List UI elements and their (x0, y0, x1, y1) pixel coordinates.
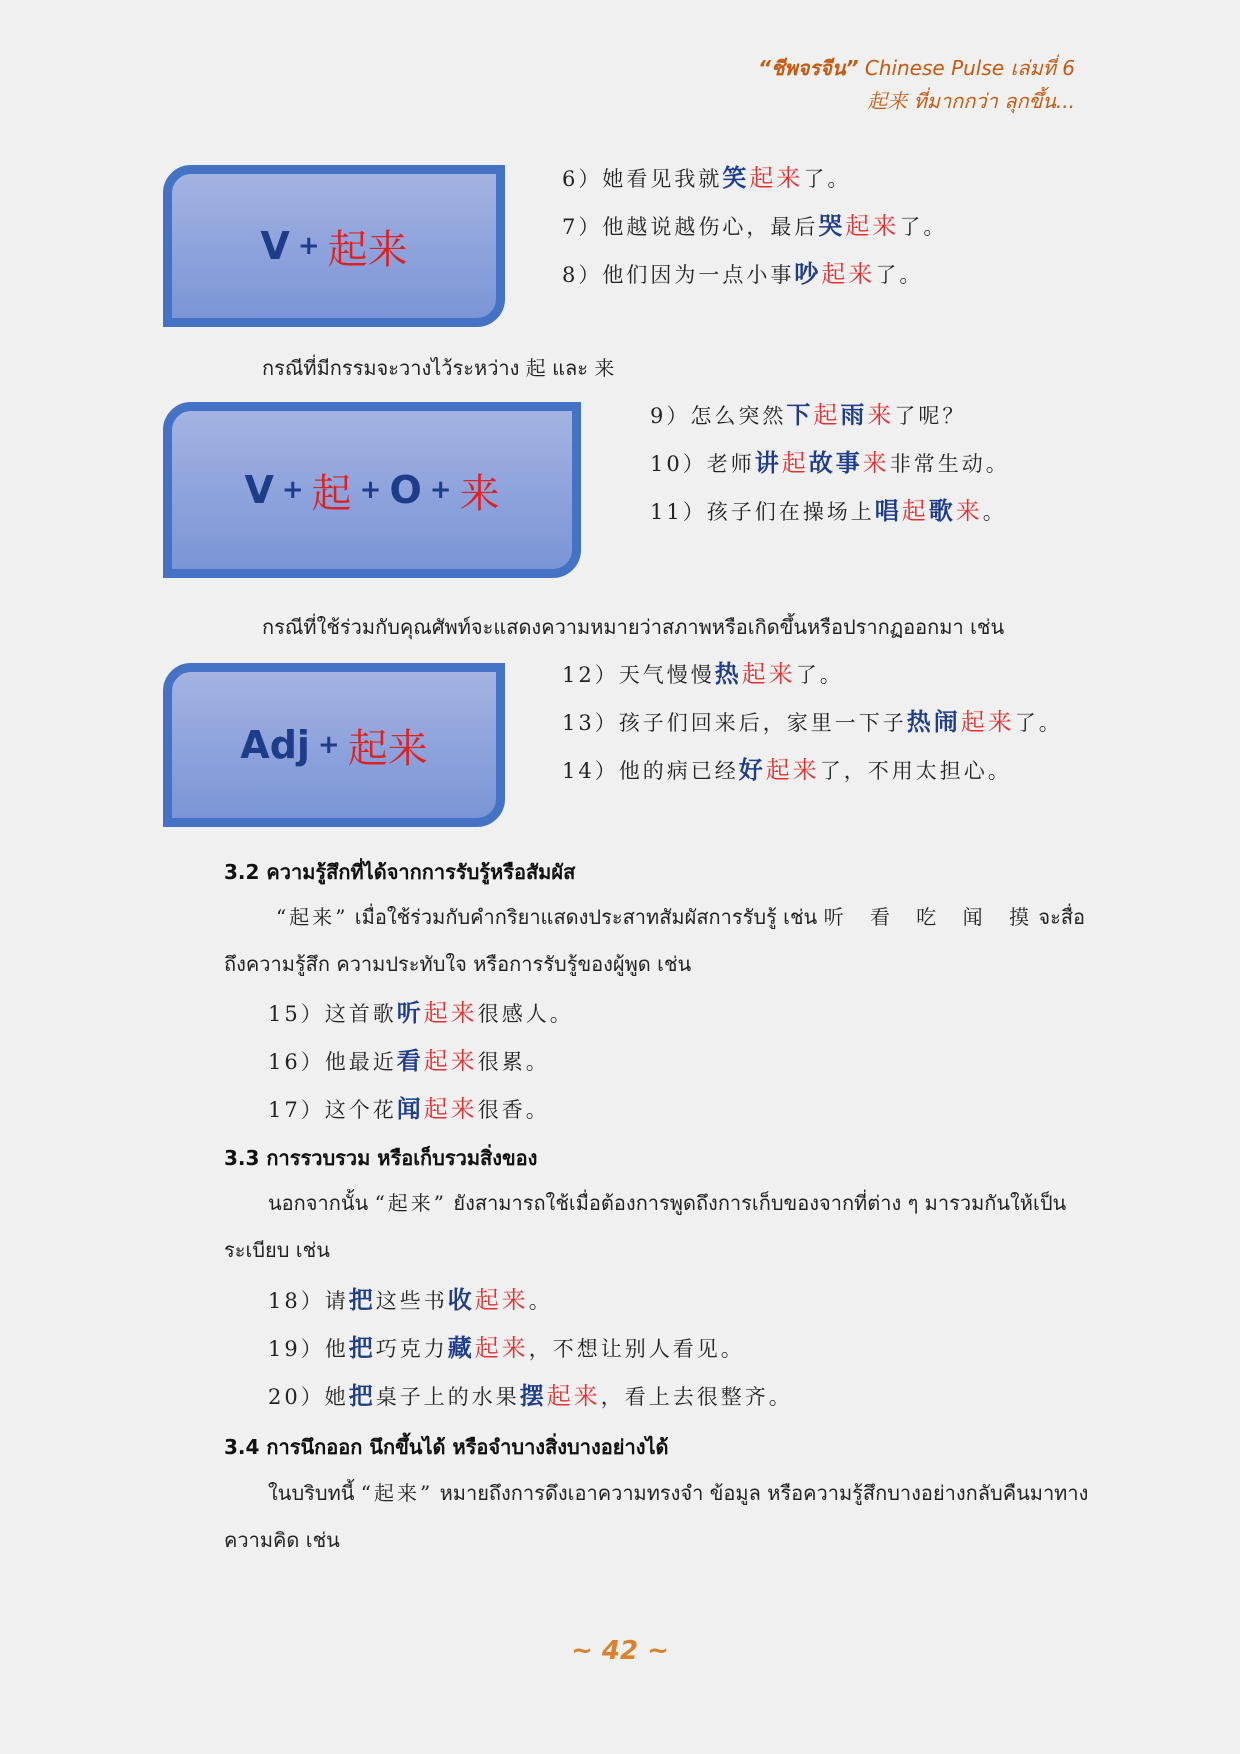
formula-term: Adj (240, 723, 310, 767)
qilai-highlight: 起来 (423, 1095, 478, 1123)
book-title-line (758, 54, 1075, 82)
example-number: 9） (650, 404, 691, 428)
verb-highlight: 收 (447, 1285, 475, 1314)
example-number: 14） (562, 759, 619, 783)
qilai-highlight: 起来 (845, 212, 900, 240)
example-sentence (650, 448, 1010, 479)
sentence-text: 他 (324, 1337, 349, 1361)
sentence-text: 。 (982, 500, 1007, 524)
qilai-highlight: 来 (955, 497, 983, 525)
formula-qilai-part: 起来 (347, 725, 428, 772)
sentence-text: 了呢？ (894, 404, 967, 428)
verb-highlight: 雨 (840, 400, 868, 429)
verb-highlight: 吵 (794, 259, 822, 288)
example-number: 10） (650, 452, 707, 476)
verb-highlight: 闻 (396, 1094, 424, 1123)
sentence-text: ，不想让别人看见。 (528, 1337, 745, 1361)
example-sentence (268, 1333, 745, 1364)
formula-plus: + (281, 475, 304, 505)
sense-verbs: 听 看 吃 闻 摸 (823, 905, 1033, 929)
sentence-text: 这首歌 (324, 1002, 397, 1026)
sentence-text: 了。 (1014, 711, 1063, 735)
example-number: 18） (268, 1289, 325, 1313)
qilai-highlight: 起来 (474, 1334, 529, 1362)
verb-highlight: 藏 (447, 1333, 475, 1362)
sentence-text: 他越说越伤心，最后 (602, 215, 819, 239)
formula-box-v-qi-o-lai (163, 402, 581, 578)
formula-plus: + (317, 730, 340, 760)
verb-highlight: 把 (348, 1333, 376, 1362)
formula-plus: + (359, 475, 382, 505)
sentence-text: 了。 (875, 263, 924, 287)
formula-plus: + (297, 231, 320, 261)
example-number: 6） (562, 167, 603, 191)
formula-plus: + (429, 475, 452, 505)
formula-box-adj-qilai (163, 663, 505, 827)
qilai-highlight: 起来 (546, 1382, 601, 1410)
sentence-text: 。 (528, 1289, 553, 1313)
example-number: 20） (268, 1385, 325, 1409)
verb-highlight: 把 (348, 1381, 376, 1410)
qilai-highlight: 起来 (423, 1047, 478, 1075)
sentence-text: 非常生动。 (889, 452, 1010, 476)
example-number: 12） (562, 663, 619, 687)
example-sentence (562, 163, 851, 194)
sentence-text: 桌子上的水果 (375, 1385, 520, 1409)
verb-highlight: 把 (348, 1285, 376, 1314)
example-number: 17） (268, 1098, 325, 1122)
section-heading-3-3: 3.3 การรวบรวม หรือเก็บรวมสิ่งของ (224, 1146, 538, 1170)
section-heading-3-4: 3.4 การนึกออก นึกขึ้นได้ หรือจำบางสิ่งบางอย่างได้ (224, 1435, 669, 1459)
sentence-text: 天气慢慢 (618, 663, 715, 687)
example-number: 11） (650, 500, 707, 524)
example-sentence (268, 1046, 550, 1077)
sentence-text: 了，不用太担心。 (819, 759, 1012, 783)
keyword-qilai: “起来” (276, 905, 349, 929)
keyword-qilai: “起来” (374, 1191, 448, 1215)
qilai-highlight: 起来 (765, 756, 820, 784)
sentence-text: 他的病已经 (618, 759, 739, 783)
sentence-text: 这个花 (324, 1098, 397, 1122)
example-number: 13） (562, 711, 619, 735)
paragraph-3-3 (224, 1180, 1096, 1274)
verb-highlight: 笑 (722, 163, 750, 192)
formula-box-v-qilai (163, 165, 505, 327)
qilai-highlight: 起来 (423, 999, 478, 1027)
section-heading-3-2: 3.2 ความรู้สึกที่ได้จากการรับรู้หรือสัมผัส (224, 860, 576, 884)
qilai-highlight: 起来 (960, 708, 1015, 736)
sentence-text: 很香。 (477, 1098, 550, 1122)
example-sentence (268, 1381, 793, 1412)
sentence-text: 请 (324, 1289, 349, 1313)
paragraph-3-4 (224, 1470, 1096, 1564)
example-number: 16） (268, 1050, 325, 1074)
sentence-text: 孩子们在操场上 (706, 500, 875, 524)
verb-highlight: 热 (714, 659, 742, 688)
formula-term: O (389, 468, 422, 512)
sentence-text: 她 (324, 1385, 349, 1409)
verb-highlight: 摆 (519, 1381, 547, 1410)
qilai-highlight: 起 (781, 449, 809, 477)
book-title-thai: “ชีพจรจีน” (758, 56, 859, 80)
verb-highlight: 看 (396, 1046, 424, 1075)
formula-qilai-part: 来 (459, 470, 500, 517)
qilai-highlight: 来 (867, 401, 895, 429)
sentence-text: 怎么突然 (690, 404, 787, 428)
page-header (758, 54, 1075, 116)
qilai-highlight: 起来 (821, 260, 876, 288)
example-sentence (562, 707, 1063, 738)
sentence-text: 他最近 (324, 1050, 397, 1074)
example-number: 7） (562, 215, 603, 239)
example-sentence (562, 259, 923, 290)
paragraph-text: นอกจากนั้น (268, 1191, 375, 1215)
note-object-placement: กรณีที่มีกรรมจะวางไว้ระหว่าง 起 และ 来 (262, 356, 615, 380)
sentence-text: 了。 (803, 167, 852, 191)
example-sentence (650, 400, 966, 431)
paragraph-text: ในบริบทนี้ (268, 1481, 361, 1505)
sentence-text: 这些书 (375, 1289, 448, 1313)
sentence-text: 孩子们回来后，家里一下子 (618, 711, 907, 735)
sentence-text: 他们因为一点小事 (602, 263, 795, 287)
qilai-highlight: 起来 (749, 164, 804, 192)
example-number: 19） (268, 1337, 325, 1361)
sentence-text: 很累。 (477, 1050, 550, 1074)
keyword-qilai: “起来” (360, 1481, 434, 1505)
qilai-highlight: 起来 (474, 1286, 529, 1314)
qilai-highlight: 起 (901, 497, 929, 525)
example-sentence (650, 496, 1007, 527)
example-sentence (562, 755, 1012, 786)
verb-highlight: 歌 (928, 496, 956, 525)
example-number: 15） (268, 1002, 325, 1026)
verb-highlight: 听 (396, 998, 424, 1027)
example-sentence (268, 998, 574, 1029)
example-sentence (562, 211, 947, 242)
example-sentence (562, 659, 844, 690)
formula-qilai-part: 起 (311, 470, 352, 517)
verb-highlight: 哭 (818, 211, 846, 240)
verb-highlight: 故事 (808, 448, 863, 477)
sentence-text: 老师 (706, 452, 755, 476)
chapter-title: 起来 ที่มากกว่า ลุกขึ้น... (867, 89, 1075, 113)
verb-highlight: 唱 (874, 496, 902, 525)
sentence-text: 巧克力 (375, 1337, 448, 1361)
sentence-text: 她看见我就 (602, 167, 723, 191)
verb-highlight: 讲 (754, 448, 782, 477)
verb-highlight: 下 (786, 400, 814, 429)
formula-term: V (244, 468, 274, 512)
paragraph-text: ยังสามารถใช้เมื่อต้องการพูดถึงการเก็บของจากที่ต่าง ๆ มารวมกันให้เป็นระเบียบ เช่น (224, 1191, 1067, 1262)
qilai-highlight: 起 (813, 401, 841, 429)
page-number: ~ 42 ~ (571, 1636, 669, 1666)
example-sentence (268, 1285, 553, 1316)
example-sentence (268, 1094, 550, 1125)
qilai-highlight: 起来 (741, 660, 796, 688)
book-title-english: Chinese Pulse (864, 56, 1005, 80)
qilai-highlight: 来 (862, 449, 890, 477)
book-volume: เล่มที่ 6 (1010, 56, 1075, 80)
sentence-text: ，看上去很整齐。 (600, 1385, 793, 1409)
paragraph-text: จะสื่อถึงความรู้สึก ความประทับใจ หรือการรับรู้ของผู้พูด เช่น (224, 905, 1086, 976)
sentence-text: 了。 (795, 663, 844, 687)
sentence-text: 了。 (899, 215, 948, 239)
example-number: 8） (562, 263, 603, 287)
paragraph-text: หมายถึงการดึงเอาความทรงจำ ข้อมูล หรือความรู้สึกบางอย่างกลับคืนมาทางความคิด เช่น (224, 1481, 1089, 1552)
verb-highlight: 好 (738, 755, 766, 784)
formula-qilai-part: 起来 (327, 226, 408, 273)
sentence-text: 很感人。 (477, 1002, 574, 1026)
paragraph-text: เมื่อใช้ร่วมกับคำกริยาแสดงประสาทสัมผัสการรับรู้ เช่น (348, 905, 824, 929)
verb-highlight: 热闹 (906, 707, 961, 736)
formula-term: V (260, 224, 290, 268)
paragraph-3-2 (224, 894, 1092, 988)
note-adjective-usage: กรณีที่ใช้ร่วมกับคุณศัพท์จะแสดงความหมายว่าสภาพหรือเกิดขึ้นหรือปรากฏออกมา เช่น (262, 615, 1005, 639)
